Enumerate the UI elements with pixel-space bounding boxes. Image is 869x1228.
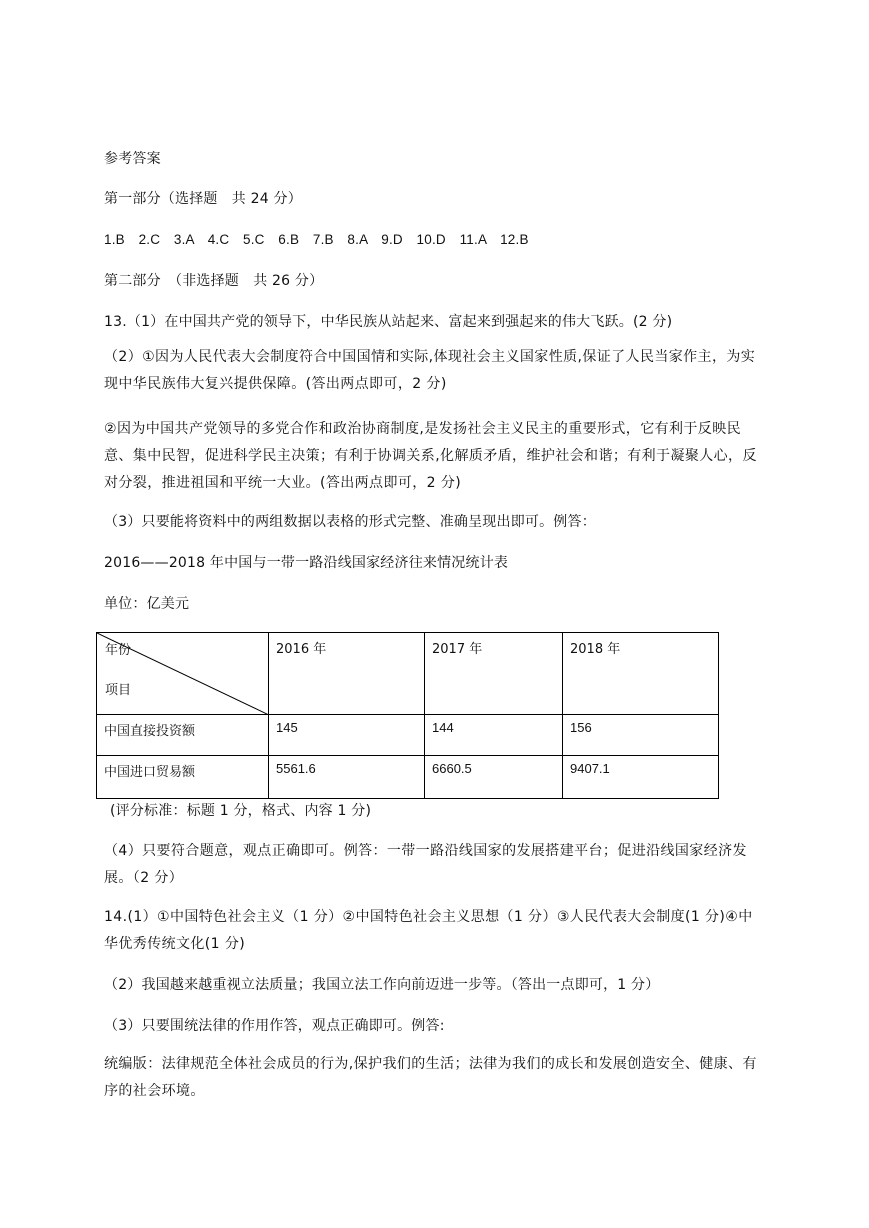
table-row <box>97 715 719 756</box>
q13-part4-answer: （4）只要符合题意，观点正确即可。例答：一带一路沿线国家的发展搭建平台；促进沿线国家经济发展。（2 分） <box>104 843 747 886</box>
table-unit: 单位：亿美元 <box>104 596 190 612</box>
q14-part2-answer: （2）我国越来越重视立法质量；我国立法工作向前迈进一步等。（答出一点即可，1 分） <box>104 977 660 993</box>
q13-part2-answer-a: （2）①因为人民代表大会制度符合中国国情和实际,体现社会主义国家性质,保证了人民当家作主，为实现中华民族伟大复兴提供保障。(答出两点即可，2 分) <box>104 349 756 392</box>
table-header-row <box>97 633 719 715</box>
statistics-table <box>96 632 719 799</box>
table-cell: 9407.1 <box>563 756 719 799</box>
table-cell: 6660.5 <box>425 756 563 799</box>
table-cell: 145 <box>269 715 425 756</box>
q13-part2-answer-b: ②因为中国共产党领导的多党合作和政治协商制度,是发扬社会主义民主的重要形式，它有利于反映民意、集中民智，促进科学民主决策；有利于协调关系,化解质矛盾，维护社会和谐；有利于凝聚人心，反对分裂，推进祖国和平统一大业。(答出两点即可，2 分) <box>104 421 757 491</box>
q14-part3-answer: （3）只要围统法律的作用作答，观点正确即可。例答: <box>104 1018 445 1034</box>
q13-part3-answer: （3）只要能将资料中的两组数据以表格的形式完整、准确呈现出即可。例答： <box>104 514 596 530</box>
row-label: 中国直接投资额 <box>97 715 269 756</box>
q13-part1-answer: 13.（1）在中国共产党的领导下，中华民族从站起来、富起来到强起来的伟大飞跃。(2 分) <box>104 314 673 330</box>
year-header: 2017 年 <box>425 633 563 715</box>
table-title: 2016——2018 年中国与一带一路沿线国家经济往来情况统计表 <box>104 555 509 571</box>
table-corner-cell <box>97 633 269 715</box>
q14-part1-answer: 14.(1）①中国特色社会主义（1 分）②中国特色社会主义思想（1 分）③人民代表大会制度(1 分)④中华优秀传统文化(1 分) <box>104 909 753 952</box>
part1-heading: 第一部分（选择题 共 24 分） <box>104 191 302 207</box>
grading-note: (评分标准：标题 1 分，格式、内容 1 分) <box>110 803 372 819</box>
doc-title: 参考答案 <box>104 151 161 167</box>
part2-heading: 第二部分 （非选择题 共 26 分） <box>104 273 324 289</box>
q14-part3-example: 统编版：法律规范全体社会成员的行为,保护我们的生活；法律为我们的成长和发展创造安全、健康、有序的社会环境。 <box>104 1056 757 1099</box>
row-label: 中国进口贸易额 <box>97 756 269 799</box>
corner-label-item: 项目 <box>105 683 132 698</box>
mc-answers: 1.B 2.C 3.A 4.C 5.C 6.B 7.B 8.A 9.D 10.D 11.A 12.B <box>104 232 529 247</box>
table-row <box>97 756 719 799</box>
table-cell: 5561.6 <box>269 756 425 799</box>
year-header: 2016 年 <box>269 633 425 715</box>
table-cell: 156 <box>563 715 719 756</box>
year-header: 2018 年 <box>563 633 719 715</box>
table-cell: 144 <box>425 715 563 756</box>
corner-label-year: 年份 <box>105 643 132 658</box>
